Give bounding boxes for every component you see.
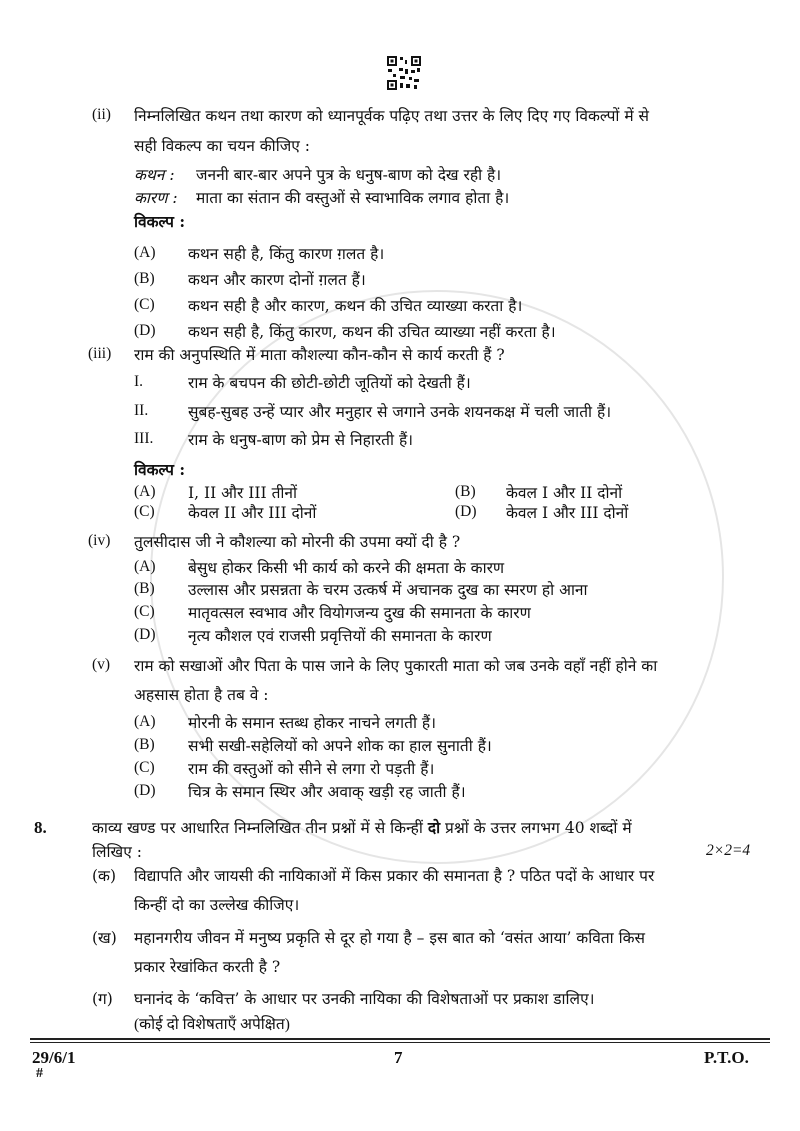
part-text: विद्यापति और जायसी की नायिकाओं में किस प्रकार की समानता है ? पठित पदों के आधार पर: [134, 867, 655, 885]
option-label: (B): [134, 270, 155, 287]
question-stem: अहसास होता है तब वे :: [134, 686, 269, 704]
paper-code: 29/6/1: [32, 1048, 76, 1067]
pto-label: P.T.O.: [704, 1048, 749, 1067]
option-label: (A): [134, 558, 156, 575]
part-text: घनानंद के ‘कवित्त’ के आधार पर उनकी नायिका की विशेषताओं पर प्रकाश डालिए।: [134, 990, 595, 1008]
option-label: (D): [134, 322, 156, 339]
part-label: (ख): [92, 929, 117, 947]
statement-label: III.: [134, 430, 154, 447]
assertion-text: जननी बार-बार अपने पुत्र के धनुष-बाण को देख रही है।: [196, 166, 502, 184]
option-label: (C): [134, 603, 155, 620]
question-stem: राम की अनुपस्थिति में माता कौशल्या कौन-कौन से कार्य करती हैं ?: [134, 346, 505, 364]
question-stem: तुलसीदास जी ने कौशल्या को मोरनी की उपमा क्यों दी है ?: [134, 533, 461, 551]
statement-text: राम के धनुष-बाण को प्रेम से निहारती हैं।: [188, 431, 414, 449]
option-text: I, II और III तीनों: [188, 484, 298, 502]
option-text: चित्र के समान स्थिर और अवाक् खड़ी रह जाती हैं।: [188, 783, 466, 801]
reason-label: कारण :: [134, 189, 178, 207]
part-text: किन्हीं दो का उल्लेख कीजिए।: [134, 896, 300, 914]
option-text: नृत्य कौशल एवं राजसी प्रवृत्तियों की समानता के कारण: [188, 627, 492, 645]
statement-text: राम के बचपन की छोटी-छोटी जूतियों को देखती हैं।: [188, 374, 471, 392]
assertion-label: कथन :: [134, 166, 175, 184]
question-number: (v): [92, 656, 111, 673]
part-text: महानगरीय जीवन में मनुष्य प्रकृति से दूर हो गया है – इस बात को ‘वसंत आया’ कविता किस: [134, 929, 646, 947]
question-number: (ii): [92, 106, 111, 123]
option-text: कथन सही है और कारण, कथन की उचित व्याख्या करता है।: [188, 297, 523, 315]
footer-rule: [30, 1042, 770, 1043]
option-text: बेसुध होकर किसी भी कार्य को करने की क्षमता के कारण: [188, 559, 505, 577]
option-text: कथन और कारण दोनों ग़लत हैं।: [188, 271, 366, 289]
part-text: प्रकार रेखांकित करती है ?: [134, 958, 281, 976]
option-text: उल्लास और प्रसन्नता के चरम उत्कर्ष में अचानक दुख का स्मरण हो आना: [188, 581, 588, 599]
option-label: (B): [134, 736, 155, 753]
option-text: मोरनी के समान स्तब्ध होकर नाचने लगती हैं।: [188, 714, 437, 732]
options-heading: विकल्प :: [134, 212, 186, 231]
options-heading: विकल्प :: [134, 460, 186, 479]
option-label: (D): [455, 503, 477, 520]
option-label: (C): [134, 296, 155, 313]
question-stem: सही विकल्प का चयन कीजिए :: [134, 137, 310, 155]
statement-label: I.: [134, 373, 144, 390]
option-text: केवल II और III दोनों: [188, 504, 317, 522]
option-text: राम की वस्तुओं को सीने से लगा रो पड़ती हैं।: [188, 760, 435, 778]
question-number: (iv): [88, 532, 111, 549]
question-number: 8.: [34, 818, 47, 837]
option-label: (A): [134, 713, 156, 730]
question-stem: निम्नलिखित कथन तथा कारण को ध्यानपूर्वक पढ़िए तथा उत्तर के लिए दिए गए विकल्पों में से: [134, 107, 649, 125]
option-text: मातृवत्सल स्वभाव और वियोगजन्य दुख की समानता के कारण: [188, 604, 531, 622]
option-label: (D): [134, 782, 156, 799]
question-stem: [92, 816, 632, 838]
option-text: केवल I और II दोनों: [506, 484, 623, 502]
reason-text: माता का संतान की वस्तुओं से स्वाभाविक लगाव होता है।: [196, 189, 510, 207]
option-label: (C): [134, 759, 155, 776]
option-label: (D): [134, 626, 156, 643]
option-label: (A): [134, 483, 156, 500]
qr-code: [386, 55, 422, 91]
intro-emphasis: दो: [427, 818, 441, 837]
option-text: सभी सखी-सहेलियों को अपने शोक का हाल सुनाती हैं।: [188, 737, 492, 755]
option-text: कथन सही है, किंतु कारण, कथन की उचित व्याख्या नहीं करता है।: [188, 323, 556, 341]
intro-text: काव्य खण्ड पर आधारित निम्नलिखित तीन प्रश्नों में से किन्हीं: [92, 819, 423, 837]
footer-rule: [30, 1038, 770, 1040]
statement-text: सुबह-सुबह उन्हें प्यार और मनुहार से जगाने उनके शयनकक्ष में चली जाती हैं।: [188, 403, 612, 421]
paper-code-hash: #: [36, 1066, 43, 1081]
question-number: (iii): [88, 345, 112, 362]
option-label: (B): [455, 483, 476, 500]
part-label: (ग): [92, 990, 113, 1008]
option-text: कथन सही है, किंतु कारण ग़लत है।: [188, 245, 385, 263]
option-label: (A): [134, 244, 156, 261]
marks-allocation: 2×2=4: [706, 842, 751, 859]
option-text: केवल I और III दोनों: [506, 504, 629, 522]
part-text: (कोई दो विशेषताएँ अपेक्षित): [134, 1016, 290, 1033]
part-label: (क): [92, 867, 116, 885]
intro-text: प्रश्नों के उत्तर लगभग 40 शब्दों में: [445, 819, 632, 837]
option-label: (C): [134, 503, 155, 520]
question-stem: राम को सखाओं और पिता के पास जाने के लिए पुकारती माता को जब उनके वहाँ नहीं होने का: [134, 657, 658, 675]
option-label: (B): [134, 580, 155, 597]
page-number: 7: [394, 1048, 403, 1067]
statement-label: II.: [134, 402, 149, 419]
question-stem: लिखिए :: [92, 843, 142, 861]
